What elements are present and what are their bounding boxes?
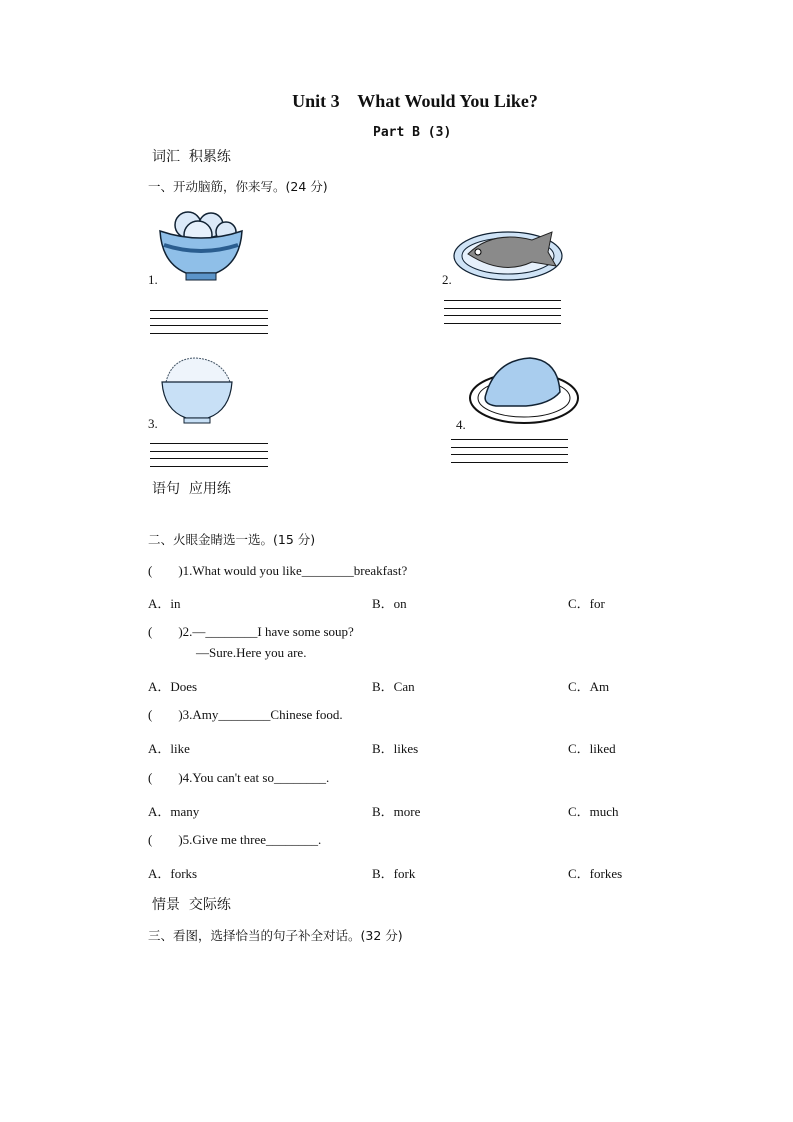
page-title: Unit 3 What Would You Like? <box>292 91 538 111</box>
picture-label: 3. <box>148 416 158 431</box>
option-c[interactable]: C．forkes <box>568 866 623 881</box>
meat-plate-image <box>466 352 580 426</box>
option-c[interactable]: C．much <box>568 804 619 819</box>
answer-lines[interactable] <box>150 310 268 340</box>
option-c[interactable]: C．Am <box>568 679 610 694</box>
option-a[interactable]: A．Does <box>148 679 198 694</box>
question-stem-reply: —Sure.Here you are. <box>196 645 307 660</box>
section-heading: 三、看图，选择恰当的句子补全对话。(32 分) <box>148 928 403 943</box>
section-heading: 一、开动脑筋，你来写。(24 分) <box>148 179 328 194</box>
question-stem: ( )1.What would you like________breakfast? <box>148 563 408 578</box>
picture-label: 1. <box>148 272 158 287</box>
picture-label: 4. <box>456 417 466 432</box>
question-stem: ( )2.—________I have some soup? <box>148 624 354 639</box>
option-b[interactable]: B．fork <box>372 866 416 881</box>
section-heading: 二、火眼金睛选一选。(15 分) <box>148 532 316 547</box>
option-a[interactable]: A．like <box>148 741 190 756</box>
answer-lines[interactable] <box>451 439 568 469</box>
answer-lines[interactable] <box>150 443 268 473</box>
page-subtitle: Part B (3) <box>373 125 452 140</box>
option-a[interactable]: A．many <box>148 804 200 819</box>
rice-bowl-image <box>158 354 236 426</box>
category-heading: 情景 交际练 <box>152 897 231 913</box>
option-c[interactable]: C．for <box>568 596 605 611</box>
category-heading: 语句 应用练 <box>152 481 231 497</box>
category-heading: 词汇 积累练 <box>152 149 231 165</box>
option-b[interactable]: B．on <box>372 596 407 611</box>
eggs-bowl-image <box>156 205 246 285</box>
option-a[interactable]: A．in <box>148 596 181 611</box>
option-b[interactable]: B．more <box>372 804 421 819</box>
picture-label: 2. <box>442 272 452 287</box>
question-stem: ( )4.You can't eat so________. <box>148 770 330 785</box>
option-b[interactable]: B．Can <box>372 679 415 694</box>
fish-plate-image <box>452 226 567 284</box>
option-b[interactable]: B．likes <box>372 741 419 756</box>
option-a[interactable]: A．forks <box>148 866 198 881</box>
option-c[interactable]: C．liked <box>568 741 616 756</box>
question-stem: ( )5.Give me three________. <box>148 832 322 847</box>
question-stem: ( )3.Amy________Chinese food. <box>148 707 343 722</box>
answer-lines[interactable] <box>444 300 561 330</box>
